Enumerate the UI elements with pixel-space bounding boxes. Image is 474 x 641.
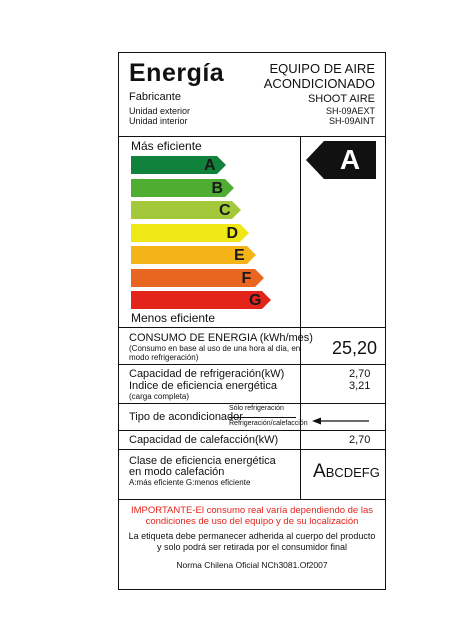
outdoor-model: SH-09AEXT (325, 106, 375, 116)
efficiency-bar-e (131, 246, 256, 264)
divider (119, 403, 385, 404)
selected-type-arrow-icon (312, 417, 370, 425)
conditioner-type-label: Tipo de acondicionador (129, 411, 243, 423)
efficiency-bar-body (131, 201, 232, 219)
efficiency-bar-body (131, 179, 225, 197)
efficiency-bar-tip (255, 269, 264, 287)
heating-capacity-value: 2,70 (349, 434, 371, 446)
efficiency-bar-tip (247, 246, 256, 264)
rating-arrow (306, 141, 376, 179)
label-notice-1: La etiqueta debe permanecer adherida al cuerpo del producto (128, 531, 376, 541)
divider (119, 364, 385, 365)
divider (119, 327, 385, 328)
least-efficient-label: Menos eficiente (131, 311, 216, 325)
efficiency-bar-a (131, 156, 226, 174)
consumption-note-1: (Consumo en base al uso de una hora al día, en (129, 344, 301, 353)
heating-class-selected: A (313, 461, 326, 482)
efficiency-bar-c (131, 201, 241, 219)
product-line1: EQUIPO DE AIRE (269, 61, 375, 76)
manufacturer-label: Fabricante (129, 91, 181, 103)
label-title: Energía (129, 59, 225, 87)
energy-label (118, 52, 386, 590)
efficiency-bar-body (131, 246, 247, 264)
label-notice-2: y solo podrá ser retirada por el consumidor final (156, 542, 348, 552)
indoor-model: SH-09AINT (328, 116, 375, 126)
heating-class-note: A:más eficiente G:menos eficiente (129, 478, 251, 487)
rating-letter: A (339, 144, 361, 175)
most-efficient-label: Más eficiente (131, 139, 202, 153)
efficiency-bar-body (131, 291, 262, 309)
cooling-capacity-label: Capacidad de refrigeración(kW) (129, 368, 285, 380)
efficiency-bar-letter: A (204, 157, 216, 174)
divider (119, 499, 385, 500)
efficiency-bar-tip (225, 179, 234, 197)
type-option-cooling-heating: Refrigeración/calefacción (229, 420, 308, 427)
indoor-unit-label: Unidad interior (129, 116, 188, 126)
heating-class-label-1: Clase de eficiencia energética (129, 455, 276, 467)
efficiency-bar-tip (262, 291, 271, 309)
efficiency-bar-letter: B (211, 179, 224, 197)
product-line2: ACONDICIONADO (263, 76, 375, 91)
divider (119, 449, 385, 450)
type-option-divider (229, 417, 296, 418)
efficiency-index-value: 3,21 (349, 380, 371, 392)
divider (119, 136, 385, 137)
brand-name: SHOOT AIRE (307, 93, 375, 105)
important-notice-2: condiciones de uso del equipo y de su localización (145, 516, 359, 527)
efficiency-index-label: Indice de eficiencia energética (129, 380, 277, 392)
consumption-label: CONSUMO DE ENERGIA (kWh/mes) (129, 332, 313, 344)
heating-class-others: BCDEFG (325, 465, 380, 480)
efficiency-bar-b (131, 179, 234, 197)
efficiency-bar-tip (217, 156, 226, 174)
divider (119, 430, 385, 431)
efficiency-bar-letter: G (249, 292, 262, 309)
efficiency-bar-body (131, 269, 255, 287)
important-notice-1: IMPORTANTE-El consumo real varía dependiendo de las (130, 505, 373, 516)
efficiency-bar-body (131, 224, 240, 242)
cooling-capacity-value: 2,70 (349, 368, 371, 380)
efficiency-bar-letter: D (226, 224, 239, 242)
efficiency-bar-f (131, 269, 264, 287)
heating-capacity-label: Capacidad de calefacción(kW) (129, 434, 279, 446)
efficiency-bar-g (131, 291, 271, 309)
type-option-cooling-only: Sólo refrigeración (229, 405, 284, 412)
outdoor-unit-label: Unidad exterior (129, 106, 191, 116)
efficiency-bar-letter: F (241, 269, 252, 287)
heating-class-label-2: en modo calefación (129, 466, 225, 478)
divider (300, 136, 301, 327)
consumption-note-2: modo refrigeración) (129, 353, 199, 362)
norm-reference: Norma Chilena Oficial NCh3081.Of2007 (176, 560, 328, 570)
efficiency-bar-d (131, 224, 249, 242)
efficiency-bar-tip (240, 224, 249, 242)
efficiency-index-note: (carga completa) (129, 392, 190, 401)
consumption-value: 25,20 (332, 338, 378, 358)
efficiency-bar-letter: E (234, 247, 245, 264)
heating-class-scale (313, 461, 380, 483)
efficiency-bar-tip (232, 201, 241, 219)
efficiency-bar-letter: C (219, 202, 231, 219)
